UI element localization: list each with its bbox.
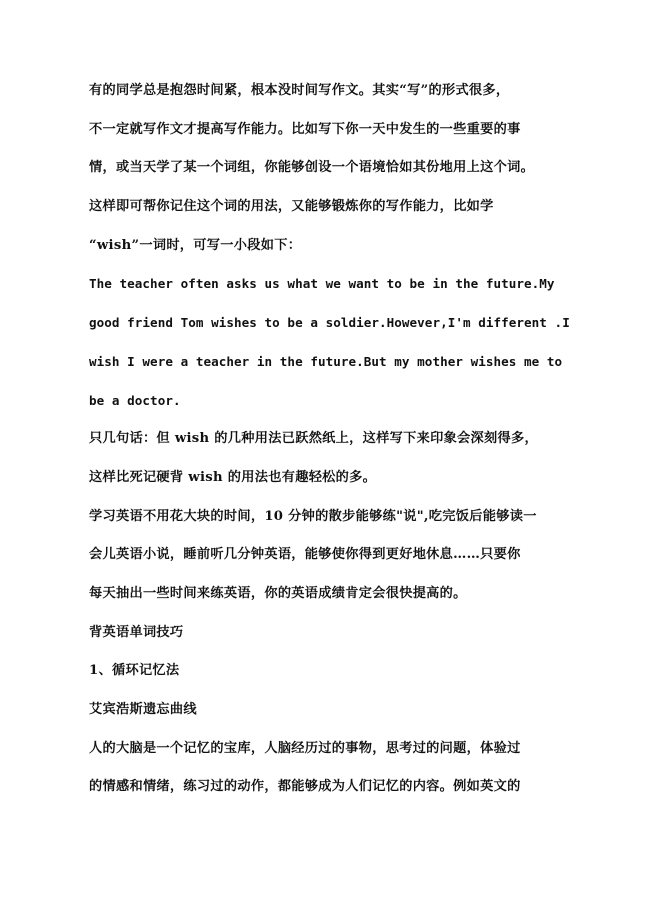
subsection-heading: 1、循环记忆法 xyxy=(89,663,180,678)
example-line: be a doctor. xyxy=(89,393,181,408)
example-line: The teacher often asks us what we want to be in the future.My xyxy=(89,276,555,291)
text-line: 人的大脑是一个记忆的宝库，人脑经历过的事物，思考过的问题，体验过 xyxy=(89,741,521,756)
subsection-title: 艾宾浩斯遗忘曲线 xyxy=(89,702,197,717)
text-line: “wish”一词时，可写一小段如下： xyxy=(89,238,302,253)
text-line: 每天抽出一些时间来练英语，你的英语成绩肯定会很快提高的。 xyxy=(89,586,467,601)
text-line: 的情感和情绪，练习过的动作，都能够成为人们记忆的内容。例如英文的 xyxy=(89,779,521,794)
text-line: 这样即可帮你记住这个词的用法，又能够锻炼你的写作能力，比如学 xyxy=(89,199,494,214)
text-line: 不一定就写作文才提高写作能力。比如写下你一天中发生的一些重要的事 xyxy=(89,122,521,137)
section-heading: 背英语单词技巧 xyxy=(89,625,184,640)
text-line: 这样比死记硬背 wish 的用法也有趣轻松的多。 xyxy=(89,470,377,485)
text-line: 会儿英语小说，睡前听几分钟英语，能够使你得到更好地休息……只要你 xyxy=(89,547,521,562)
text-line: 有的同学总是抱怨时间紧，根本没时间写作文。其实“写”的形式很多， xyxy=(89,83,510,98)
example-line: good friend Tom wishes to be a soldier.However,I'm different .I xyxy=(89,315,570,330)
text-line: 情，或当天学了某一个词组，你能够创设一个语境恰如其份地用上这个词。 xyxy=(89,160,535,175)
example-line: wish I were a teacher in the future.But my mother wishes me to xyxy=(89,354,563,369)
text-line: 学习英语不用花大块的时间，10 分钟的散步能够练"说",吃完饭后能够读一 xyxy=(89,509,537,524)
text-line: 只几句话：但 wish 的几种用法已跃然纸上，这样写下来印象会深刻得多， xyxy=(89,431,538,446)
